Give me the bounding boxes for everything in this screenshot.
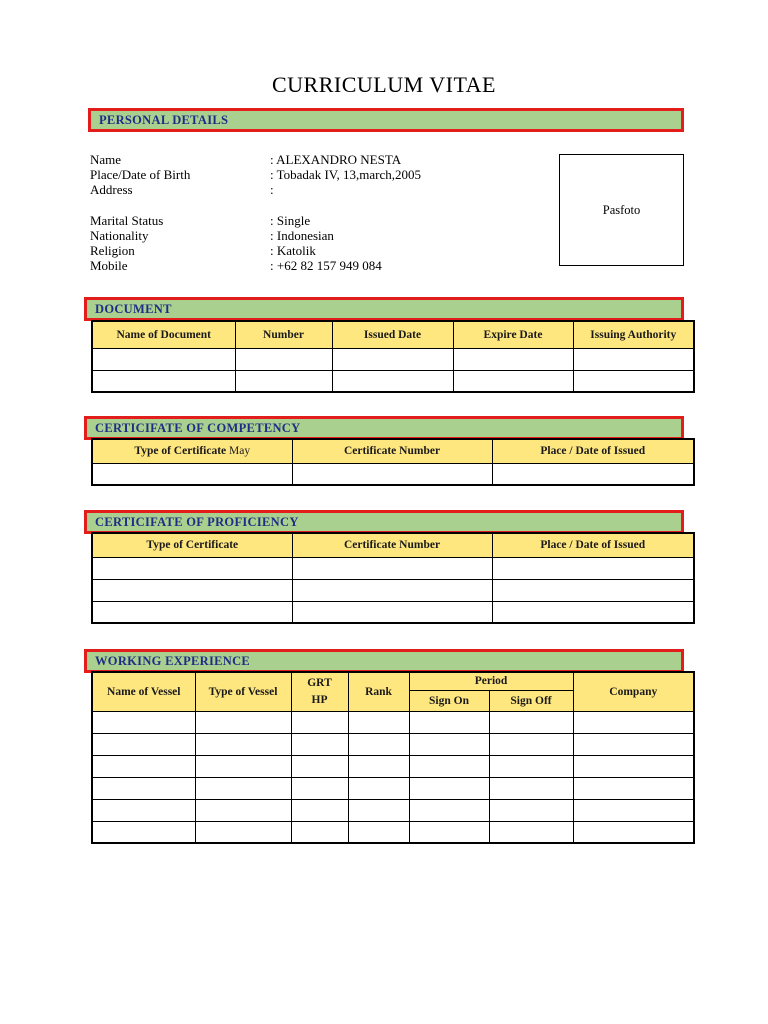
table-cell: [92, 601, 292, 623]
table-cell: [573, 755, 694, 777]
photo-label: Pasfoto: [602, 202, 641, 217]
table-cell: [292, 579, 492, 601]
experience-header-rank: Rank: [348, 672, 409, 711]
nationality-value: : Indonesian: [270, 228, 334, 243]
table-row: [92, 777, 694, 799]
document-header: Expire Date: [453, 321, 573, 348]
document-header: Issued Date: [332, 321, 453, 348]
page-title: CURRICULUM VITAE: [271, 72, 496, 97]
table-cell: [348, 821, 409, 843]
table-cell: [195, 799, 291, 821]
table-cell: [489, 821, 573, 843]
table-cell: [291, 711, 348, 733]
table-cell: [348, 711, 409, 733]
proficiency-header: Certificate Number: [292, 533, 492, 557]
document-header: Number: [235, 321, 332, 348]
table-cell: [348, 755, 409, 777]
table-row: [92, 463, 694, 485]
experience-header-company: Company: [573, 672, 694, 711]
table-cell: [489, 799, 573, 821]
table-row: [92, 733, 694, 755]
table-cell: [492, 601, 694, 623]
table-cell: [409, 799, 489, 821]
table-cell: [195, 711, 291, 733]
table-cell: [573, 733, 694, 755]
table-cell: [348, 777, 409, 799]
table-cell: [492, 557, 694, 579]
table-cell: [409, 733, 489, 755]
experience-header-sign-off: Sign Off: [489, 690, 573, 711]
section-working-experience: WORKING EXPERIENCE: [84, 649, 684, 673]
table-cell: [92, 821, 195, 843]
religion-value: : Katolik: [270, 243, 316, 258]
mobile-label: Mobile: [90, 258, 128, 273]
table-cell: [235, 348, 332, 370]
table-cell: [409, 711, 489, 733]
table-cell: [291, 777, 348, 799]
table-cell: [332, 348, 453, 370]
name-label: Name: [90, 152, 122, 167]
table-cell: [348, 799, 409, 821]
table-cell: [489, 711, 573, 733]
table-cell: [291, 733, 348, 755]
table-cell: [92, 799, 195, 821]
table-cell: [92, 370, 235, 392]
religion-label: Religion: [90, 243, 135, 258]
table-cell: [235, 370, 332, 392]
name-value: : ALEXANDRO NESTA: [270, 152, 402, 167]
table-row: [92, 799, 694, 821]
document-table: [91, 320, 695, 393]
birth-value: : Tobadak IV, 13,march,2005: [270, 167, 421, 182]
experience-header-type: Type of Vessel: [195, 672, 291, 711]
competency-table: [91, 438, 695, 486]
table-cell: [453, 370, 573, 392]
table-cell: [573, 821, 694, 843]
section-personal-details: PERSONAL DETAILS: [88, 108, 684, 132]
table-cell: [92, 755, 195, 777]
table-cell: [92, 777, 195, 799]
table-cell: [348, 733, 409, 755]
address-label: Address: [90, 182, 133, 197]
table-cell: [492, 579, 694, 601]
table-cell: [195, 777, 291, 799]
competency-header-number: Certificate Number: [292, 439, 492, 463]
table-cell: [292, 557, 492, 579]
table-cell: [291, 821, 348, 843]
table-cell: [195, 755, 291, 777]
table-cell: [92, 348, 235, 370]
experience-header-vessel: Name of Vessel: [92, 672, 195, 711]
photo-box: [559, 154, 684, 266]
table-row: [92, 348, 694, 370]
table-row: [92, 579, 694, 601]
table-cell: [92, 711, 195, 733]
table-cell: [92, 579, 292, 601]
competency-header-type: [92, 439, 292, 463]
competency-header-place: Place / Date of Issued: [492, 439, 694, 463]
table-cell: [489, 733, 573, 755]
experience-header-hp: HP: [311, 693, 328, 706]
table-cell: [292, 601, 492, 623]
experience-table: [91, 671, 695, 844]
table-row: [92, 821, 694, 843]
document-header: Name of Document: [92, 321, 235, 348]
section-proficiency: CERTICIFATE OF PROFICIENCY: [84, 510, 684, 534]
proficiency-header: Type of Certificate: [92, 533, 292, 557]
address-value: :: [270, 182, 274, 197]
table-cell: [489, 755, 573, 777]
table-row: [92, 755, 694, 777]
table-cell: [291, 755, 348, 777]
table-row: [92, 601, 694, 623]
table-cell: [291, 799, 348, 821]
table-cell: [453, 348, 573, 370]
table-cell: [489, 777, 573, 799]
table-cell: [92, 557, 292, 579]
section-document: DOCUMENT: [84, 297, 684, 321]
table-cell: [573, 799, 694, 821]
birth-label: Place/Date of Birth: [90, 167, 191, 182]
table-row: [92, 711, 694, 733]
marital-value: : Single: [270, 213, 311, 228]
table-cell: [92, 733, 195, 755]
nationality-label: Nationality: [90, 228, 149, 243]
table-cell: [573, 348, 694, 370]
marital-label: Marital Status: [90, 213, 164, 228]
table-cell: [409, 821, 489, 843]
table-cell: [573, 370, 694, 392]
competency-type-extra: May: [226, 445, 251, 458]
table-cell: [573, 777, 694, 799]
proficiency-table: [91, 532, 695, 624]
table-cell: [292, 463, 492, 485]
table-cell: [195, 733, 291, 755]
experience-header-sign-on: Sign On: [409, 690, 489, 711]
table-cell: [573, 711, 694, 733]
experience-header-period: Period: [409, 672, 573, 690]
table-cell: [195, 821, 291, 843]
table-cell: [409, 755, 489, 777]
proficiency-header: Place / Date of Issued: [492, 533, 694, 557]
section-competency: CERTICIFATE OF COMPETENCY: [84, 416, 684, 440]
table-cell: [492, 463, 694, 485]
table-row: [92, 557, 694, 579]
experience-header-grt: GRT: [307, 676, 332, 689]
table-cell: [92, 463, 292, 485]
table-row: [92, 370, 694, 392]
table-cell: [332, 370, 453, 392]
experience-header-grt-hp: [291, 672, 348, 711]
table-cell: [409, 777, 489, 799]
document-header: Issuing Authority: [573, 321, 694, 348]
mobile-value: : +62 82 157 949 084: [270, 258, 382, 273]
competency-type-label: Type of Certificate: [134, 445, 227, 458]
